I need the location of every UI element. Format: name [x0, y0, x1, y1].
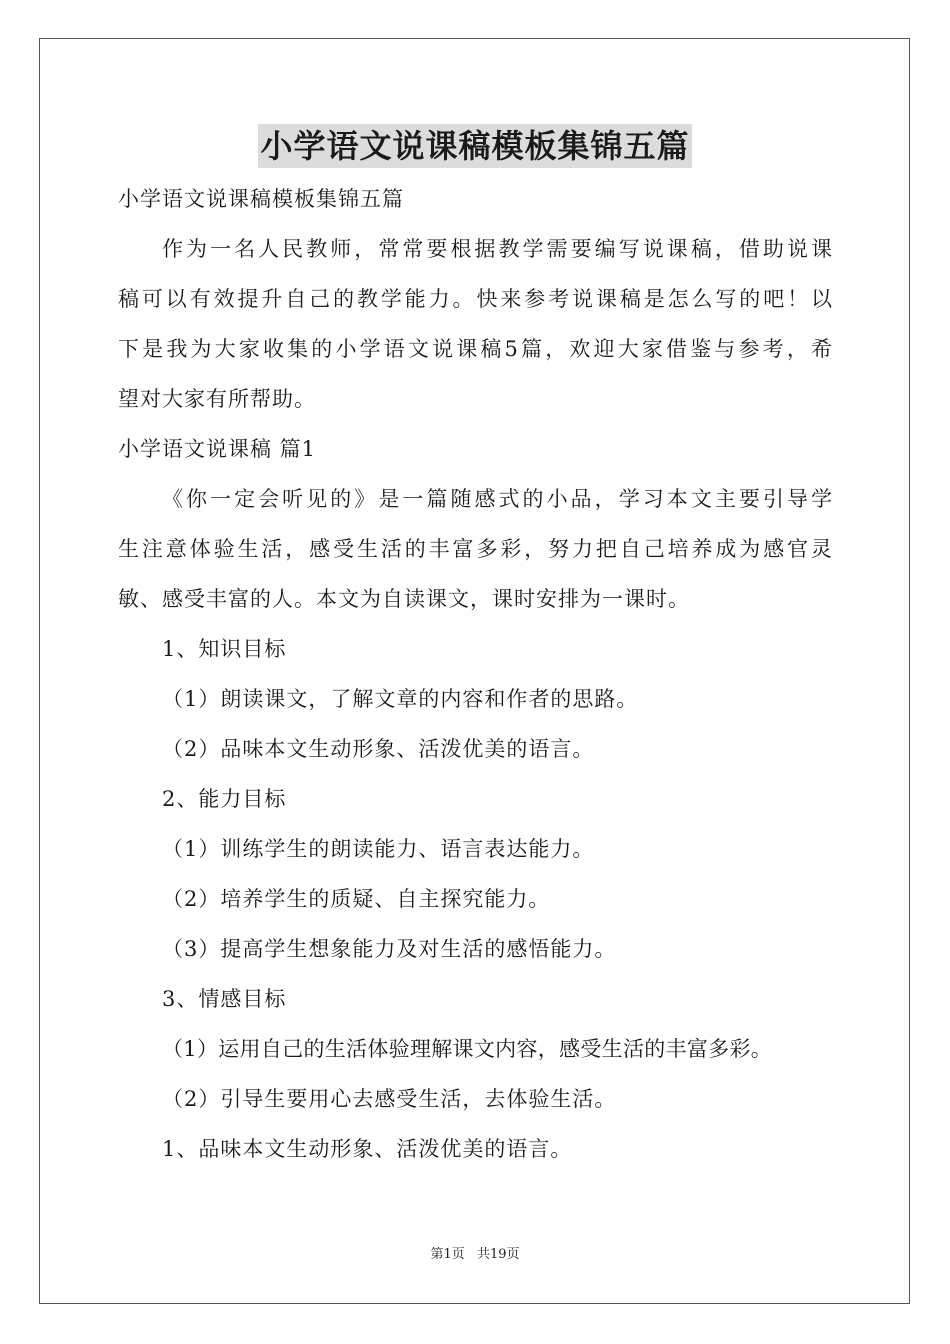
list-item: （2）引导生要用心去感受生活，去体验生活。	[162, 1087, 617, 1111]
document-title: 小学语文说课稿模板集锦五篇	[258, 124, 691, 168]
text-line: 小学语文说课稿模板集锦五篇	[118, 187, 404, 211]
text-line: 作为一名人民教师，常常要根据教学需要编写说课稿，借助说课	[162, 237, 833, 261]
text-line: 稿可以有效提升自己的教学能力。快来参考说课稿是怎么写的吧！以	[118, 287, 833, 311]
page-border	[39, 38, 910, 1304]
page-number: 第1页	[430, 1247, 465, 1262]
text-line: 下是我为大家收集的小学语文说课稿5篇，欢迎大家借鉴与参考，希	[118, 337, 833, 361]
text-line: 敏、感受丰富的人。本文为自读课文，课时安排为一课时。	[118, 587, 690, 611]
page-footer	[0, 1246, 950, 1264]
goal-heading: 1、知识目标	[162, 637, 287, 661]
list-item: 1、品味本文生动形象、活泼优美的语言。	[162, 1137, 573, 1161]
list-item: （1）朗读课文，了解文章的内容和作者的思路。	[162, 687, 639, 711]
text-line: 生注意体验生活，感受生活的丰富多彩，努力把自己培养成为感官灵	[118, 537, 833, 561]
goal-heading: 3、情感目标	[162, 987, 287, 1011]
text-line: 《你一定会听见的》是一篇随感式的小品，学习本文主要引导学	[162, 487, 833, 511]
page-total: 共19页	[476, 1247, 520, 1262]
title-block	[0, 124, 950, 168]
section-heading: 小学语文说课稿 篇1	[118, 437, 317, 461]
text-line: 望对大家有所帮助。	[118, 387, 316, 411]
list-item: （3）提高学生想象能力及对生活的感悟能力。	[162, 937, 617, 961]
list-item: （1）训练学生的朗读能力、语言表达能力。	[162, 837, 595, 861]
list-item: （2）品味本文生动形象、活泼优美的语言。	[162, 737, 595, 761]
list-item: （1）运用自己的生活体验理解课文内容，感受生活的丰富多彩。	[162, 1037, 773, 1061]
goal-heading: 2、能力目标	[162, 787, 287, 811]
list-item: （2）培养学生的质疑、自主探究能力。	[162, 887, 551, 911]
